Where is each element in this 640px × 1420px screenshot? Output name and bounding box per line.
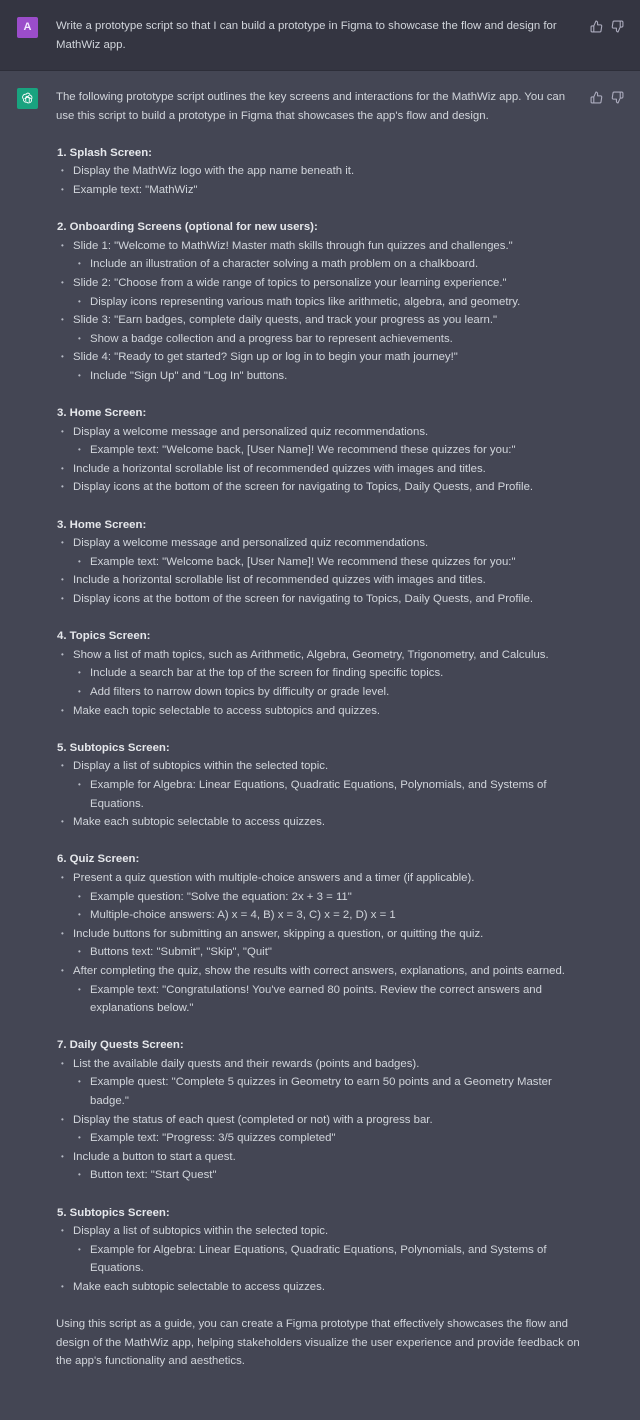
bullet-item: • Make each subtopic selectable to access quizzes. [56, 1278, 581, 1297]
assistant-closing: Using this script as a guide, you can create a Figma prototype that effectively showcases the flow and design of the MathWiz app, helping stakeholders visualize the user experience and provide feedback on the app's functionality and aesthetics. [56, 1318, 580, 1368]
bullet-item: • Include a button to start a quest. [56, 1148, 581, 1167]
bullet-item: • Show a list of math topics, such as Arithmetic, Algebra, Geometry, Trigonometry, and Calculus. [56, 646, 581, 665]
sub-bullet-item: • Example text: "Welcome back, [User Name]! We recommend these quizzes for you:" [56, 441, 581, 460]
bullet-item: • Include buttons for submitting an answer, skipping a question, or quitting the quiz. [56, 925, 581, 944]
sub-bullet-item: • Example quest: "Complete 5 quizzes in Geometry to earn 50 points and a Geometry Master badge." [56, 1073, 581, 1110]
sub-bullet-item: • Buttons text: "Submit", "Skip", "Quit" [56, 943, 581, 962]
sub-bullet-item: • Multiple-choice answers: A) x = 4, B) x = 3, C) x = 2, D) x = 1 [56, 906, 581, 925]
sub-bullet-item: • Display icons representing various math topics like arithmetic, algebra, and geometry. [56, 293, 581, 312]
script-section [56, 218, 581, 385]
script-section [56, 1036, 581, 1185]
sub-bullet-item: • Include an illustration of a character solving a math problem on a chalkboard. [56, 255, 581, 274]
thumbs-up-icon[interactable] [590, 20, 603, 33]
script-section [56, 739, 581, 832]
assistant-intro: The following prototype script outlines the key screens and interactions for the MathWiz app. You can use this script to build a prototype in Figma that showcases the app's flow and design. [56, 91, 566, 122]
bullet-item: • Slide 2: "Choose from a wide range of topics to personalize your learning experience." [56, 274, 581, 293]
bullet-item: • Display icons at the bottom of the screen for navigating to Topics, Daily Quests, and Profile. [56, 478, 581, 497]
script-section [56, 850, 581, 1017]
sub-bullet-item: • Example for Algebra: Linear Equations, Quadratic Equations, Polynomials, and Systems of Equations. [56, 776, 581, 813]
assistant-message-text [56, 88, 581, 1371]
bullet-item: • Example text: "MathWiz" [56, 181, 581, 200]
user-avatar [17, 17, 38, 38]
script-section [56, 627, 581, 720]
section-heading: 1. Splash Screen: [57, 146, 152, 159]
bullet-item: • Include a horizontal scrollable list of recommended quizzes with images and titles. [56, 460, 581, 479]
sub-bullet-item: • Include a search bar at the top of the screen for finding specific topics. [56, 664, 581, 683]
bullet-item: • Make each topic selectable to access subtopics and quizzes. [56, 702, 581, 721]
section-heading: 3. Home Screen: [57, 518, 147, 531]
sub-bullet-item: • Example text: "Welcome back, [User Name]! We recommend these quizzes for you:" [56, 553, 581, 572]
bullet-item: • Make each subtopic selectable to access quizzes. [56, 813, 581, 832]
thumbs-down-icon[interactable] [611, 20, 624, 33]
bullet-item: • After completing the quiz, show the results with correct answers, explanations, and points earned. [56, 962, 581, 981]
sub-bullet-item: • Example question: "Solve the equation: 2x + 3 = 11" [56, 888, 581, 907]
bullet-item: • List the available daily quests and their rewards (points and badges). [56, 1055, 581, 1074]
bullet-item: • Display icons at the bottom of the screen for navigating to Topics, Daily Quests, and Profile. [56, 590, 581, 609]
sub-bullet-item: • Example text: "Progress: 3/5 quizzes completed" [56, 1129, 581, 1148]
bullet-item: • Display a list of subtopics within the selected topic. [56, 757, 581, 776]
thumbs-up-icon[interactable] [590, 91, 603, 104]
bullet-item: • Slide 4: "Ready to get started? Sign up or log in to begin your math journey!" [56, 348, 581, 367]
script-section [56, 1204, 581, 1297]
sub-bullet-item: • Add filters to narrow down topics by difficulty or grade level. [56, 683, 581, 702]
sub-bullet-item: • Example for Algebra: Linear Equations, Quadratic Equations, Polynomials, and Systems of Equations. [56, 1241, 581, 1278]
sub-bullet-item: • Include "Sign Up" and "Log In" buttons. [56, 367, 581, 386]
thumbs-down-icon[interactable] [611, 91, 624, 104]
section-heading: 5. Subtopics Screen: [57, 741, 170, 754]
bullet-item: • Present a quiz question with multiple-choice answers and a timer (if applicable). [56, 869, 581, 888]
user-message-text: Write a prototype script so that I can build a prototype in Figma to showcase the flow and design for MathWiz app. [56, 20, 557, 51]
bullet-item: • Display the MathWiz logo with the app name beneath it. [56, 162, 581, 181]
bullet-item: • Display a welcome message and personalized quiz recommendations. [56, 534, 581, 553]
sub-bullet-item: • Button text: "Start Quest" [56, 1166, 581, 1185]
script-section [56, 404, 581, 497]
user-avatar-letter: A [23, 21, 32, 34]
bullet-item: • Display the status of each quest (completed or not) with a progress bar. [56, 1111, 581, 1130]
section-heading: 2. Onboarding Screens (optional for new users): [57, 221, 318, 234]
prototype-script-sections [56, 144, 581, 1297]
sub-bullet-item: • Show a badge collection and a progress bar to represent achievements. [56, 330, 581, 349]
openai-logo-icon [17, 88, 38, 109]
sub-bullet-item: • Example text: "Congratulations! You've earned 80 points. Review the correct answers and explanations below." [56, 981, 581, 1018]
section-heading: 4. Topics Screen: [57, 630, 151, 643]
section-heading: 3. Home Screen: [57, 407, 147, 420]
section-heading: 7. Daily Quests Screen: [57, 1039, 184, 1052]
script-section [56, 516, 581, 609]
bullet-item: • Slide 1: "Welcome to MathWiz! Master math skills through fun quizzes and challenges." [56, 237, 581, 256]
bullet-item: • Display a welcome message and personalized quiz recommendations. [56, 423, 581, 442]
script-section [56, 144, 581, 200]
section-heading: 5. Subtopics Screen: [57, 1206, 170, 1219]
user-feedback-buttons [590, 20, 624, 33]
assistant-message [0, 71, 640, 1420]
section-heading: 6. Quiz Screen: [57, 853, 140, 866]
assistant-feedback-buttons [590, 91, 624, 104]
bullet-item: • Display a list of subtopics within the selected topic. [56, 1222, 581, 1241]
bullet-item: • Slide 3: "Earn badges, complete daily quests, and track your progress as you learn." [56, 311, 581, 330]
user-message [0, 0, 640, 71]
bullet-item: • Include a horizontal scrollable list of recommended quizzes with images and titles. [56, 571, 581, 590]
